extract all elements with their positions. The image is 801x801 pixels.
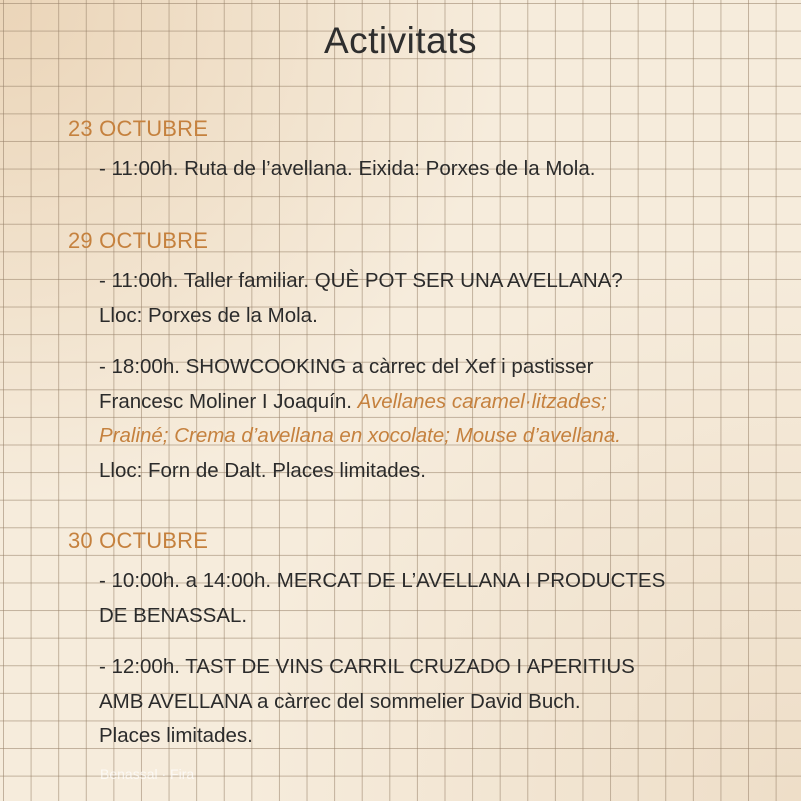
activity-line: Places limitades.	[99, 724, 253, 747]
activity-item	[99, 264, 742, 333]
date-heading-30: 30 OCTUBRE	[68, 528, 209, 553]
activity-line: Lloc: Forn de Dalt. Places limitades.	[99, 458, 426, 482]
menu-highlight: Avellanes caramel·litzades;	[357, 389, 607, 413]
activity-item	[99, 152, 742, 187]
page-title: Activitats	[323, 20, 478, 61]
activity-line: - 18:00h. SHOWCOOKING a càrrec del Xef i pastisser	[99, 355, 594, 378]
activity-line: Lloc: Porxes de la Mola.	[99, 303, 318, 327]
menu-highlight: Praliné; Crema d’avellana en xocolate; Mouse d’avellana.	[99, 424, 621, 447]
activity-item	[99, 564, 742, 633]
watermark: Benassal · Fira	[100, 766, 195, 782]
activity-line: - 10:00h. a 14:00h. MERCAT DE L’AVELLANA I PRODUCTES	[99, 569, 666, 592]
activity-item	[99, 350, 742, 488]
activity-line	[99, 385, 742, 420]
activity-line: - 11:00h. Taller familiar. QUÈ POT SER UNA AVELLANA?	[99, 269, 623, 292]
date-heading-29: 29 OCTUBRE	[68, 228, 209, 253]
chef-names: Francesc Moliner I Joaquín.	[99, 389, 352, 413]
activity-line: - 12:00h. TAST DE VINS CARRIL CRUZADO I APERITIUS	[99, 655, 635, 678]
activity-line: AMB AVELLANA a càrrec del sommelier David Buch.	[99, 689, 581, 713]
activity-line: - 11:00h. Ruta de l’avellana. Eixida: Porxes de la Mola.	[99, 157, 596, 180]
activity-item	[99, 650, 742, 754]
activity-line: DE BENASSAL.	[99, 603, 248, 627]
date-heading-23: 23 OCTUBRE	[68, 116, 209, 141]
